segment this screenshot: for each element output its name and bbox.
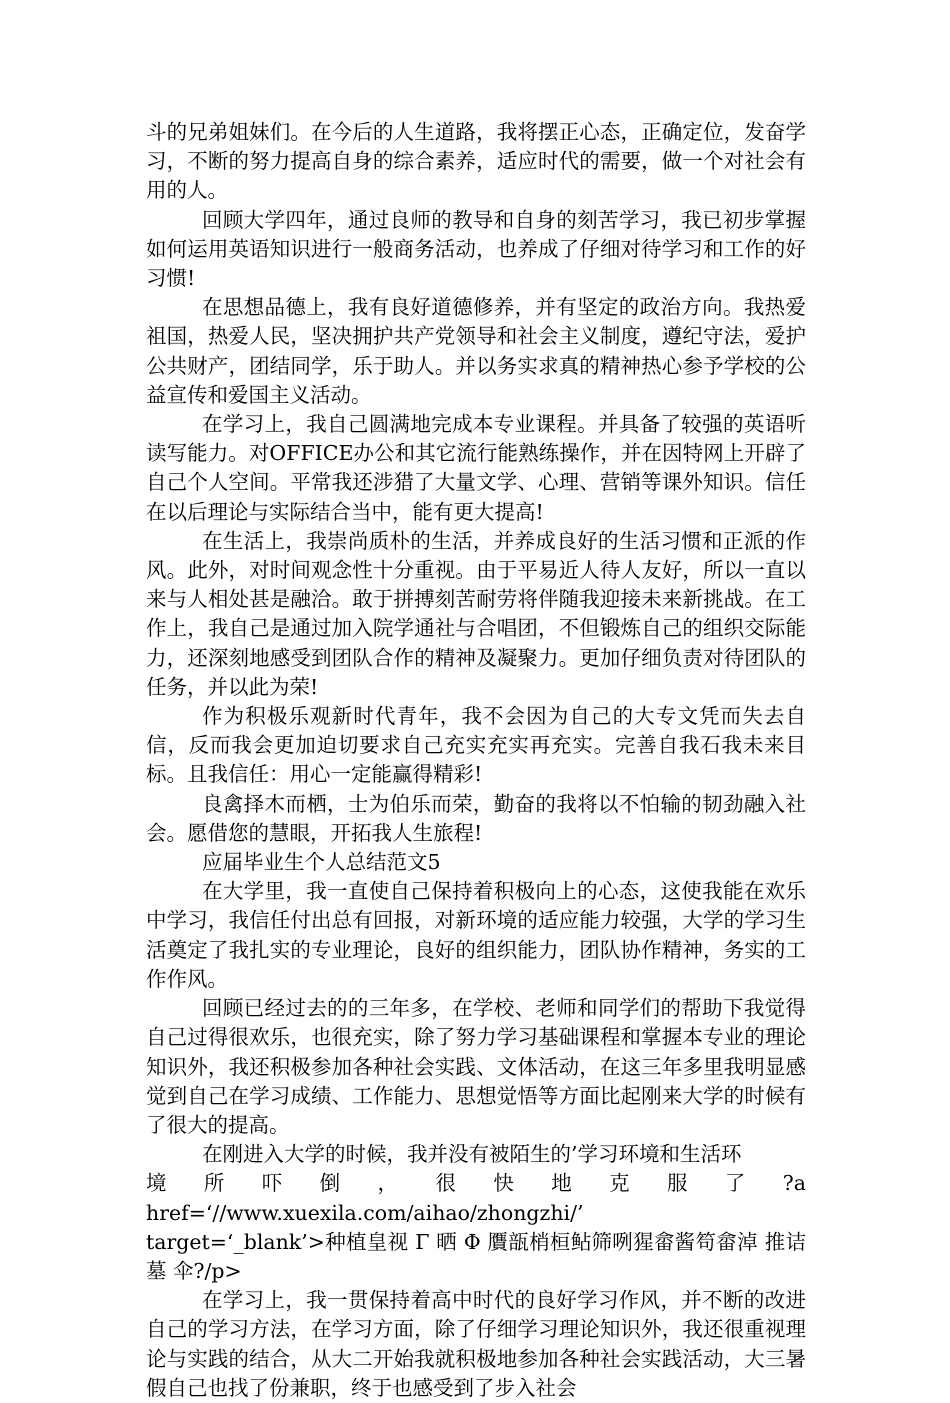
paragraph-study-habits: 在学习上，我一贯保持着高中时代的良好学习作风，并不断的改进自己的学习方法，在学习方面，除了仔细学习理论知识外，我还很重视理论与实践的结合，从大二开始我就积极地参加各种社会实践活动，大三暑假自己也找了份兼职，终于也感受到了步入社会 <box>146 1288 806 1400</box>
paragraph-spaced-line: 境 所 吓 倒 ， 很 快 地 克 服 了 ?a <box>146 1171 806 1196</box>
section-heading: 应届毕业生个人总结范文5 <box>202 850 441 875</box>
paragraph-review: 回顾大学四年，通过良师的教导和自身的刻苦学习，我已初步掌握如何运用英语知识进行一般商务活动，也养成了仔细对待学习和工作的好习惯! <box>146 207 806 291</box>
paragraph-closing: 良禽择木而栖，士为伯乐而荣，勤奋的我将以不怕输的韧劲融入社会。愿借您的慧眼，开拓我人生旅程! <box>146 791 806 845</box>
paragraph-entry-line: 在刚进入大学的时候，我并没有被陌生的’学习环境和生活环 <box>202 1142 742 1167</box>
paragraph-life: 在生活上，我崇尚质朴的生活，并养成良好的生活习惯和正派的作风。此外，对时间观念性十分重视。由于平易近人待人友好，所以一直以来与人相处甚是融洽。敢于拼搏刻苦耐劳将伴随我迎接未来新挑战。在工作上，我自己是通过加入院学通社与合唱团，不但锻炼自己的组织交际能力，还深刻地感受到团队合作的精神及凝聚力。更加仔细负责对待团队的任务，并以此为荣! <box>146 528 806 699</box>
paragraph-study: 在学习上，我自己圆满地完成本专业课程。并具备了较强的英语听读写能力。对OFFICE办公和其它流行能熟练操作，并在因特网上开辟了自己个人空间。平常我还涉猎了大量文学、心理、营销等课外知识。信任在以后理论与实际结合当中，能有更大提高! <box>146 412 806 524</box>
paragraph-youth: 作为积极乐观新时代青年，我不会因为自己的大专文凭而失去自信，反而我会更加迫切要求自己充实充实再充实。完善自我石我未来目标。且我信任：用心一定能赢得精彩! <box>146 704 806 787</box>
paragraph-continued: 斗的兄弟姐妹们。在今后的人生道路，我将摆正心态，正确定位，发奋学习，不断的努力提高自身的综合素养，适应时代的需要，做一个对社会有用的人。 <box>146 120 806 203</box>
paragraph-morality: 在思想品德上，我有良好道德修养，并有坚定的政治方向。我热爱祖国，热爱人民，坚决拥护共产党领导和社会主义制度，遵纪守法，爱护公共财产，团结同学，乐于助人。并以务实求真的精神热心参予学校的公益宣传和爱国主义活动。 <box>146 295 806 407</box>
paragraph-garbled-line: target=‘_blank’>种植皇视 Γ 晒 Φ 贋瓿梢桓鲇筛咧猩畲酱笱畲淖 推诘墓 伞?/p> <box>146 1229 806 1283</box>
document-page <box>146 118 806 1403</box>
paragraph-university: 在大学里，我一直使自己保持着积极向上的心态，这使我能在欢乐中学习，我信任付出总有回报，对新环境的适应能力较强，大学的学习生活奠定了我扎实的专业理论，良好的组织能力，团队协作精神，务实的工作作风。 <box>146 879 806 991</box>
paragraph-href-line: href=‘//www.xuexila.com/aihao/zhongzhi/’ <box>146 1200 584 1225</box>
paragraph-three-years: 回顾已经过去的的三年多，在学校、老师和同学们的帮助下我觉得自己过得很欢乐，也很充实，除了努力学习基础课程和掌握本专业的理论知识外，我还积极参加各种社会实践、文体活动，在这三年多里我明显感觉到自己在学习成绩、工作能力、思想觉悟等方面比起刚来大学的时候有了很大的提高。 <box>146 996 806 1137</box>
